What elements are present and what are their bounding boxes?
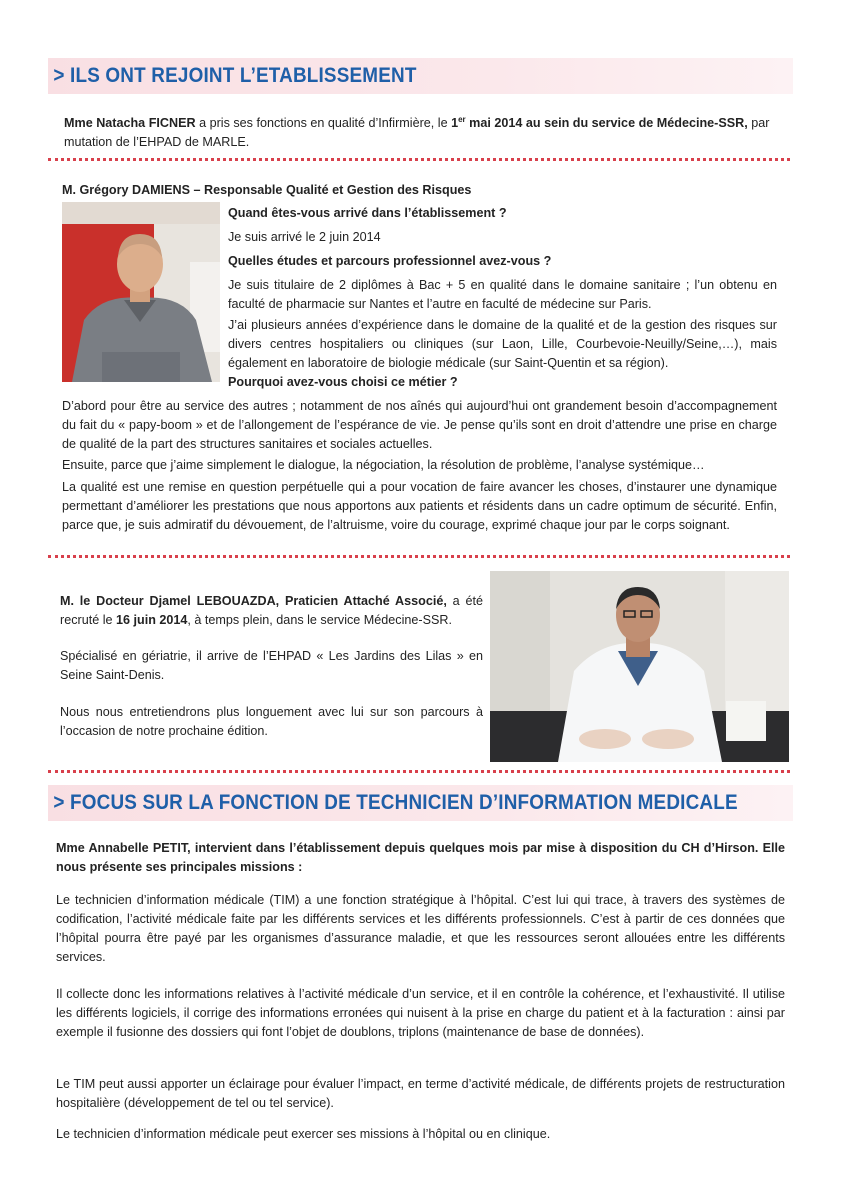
damiens-answer-3: J’ai plusieurs années d’expérience dans le domaine de la qualité et de la gestion des risques sur divers centres hospitaliers ou cliniques (sur Laon, Lille, Courbevoie-Neuilly/Seine,…), mais également en laboratoire de biologie médicale (sur Saint-Quentin et sa région). [228, 318, 777, 370]
tim-paragraph-4: Le technicien d’information médicale peut exercer ses missions à l’hôpital ou en clinique. [56, 1127, 551, 1141]
damiens-question-2: Quelles études et parcours professionnel avez-vous ? [228, 254, 552, 268]
tim-paragraph-3: Le TIM peut aussi apporter un éclairage pour évaluer l’impact, en terme d’activité médicale, de différents projets de restructuration hospitalière (développement de tel ou tel service). [56, 1077, 785, 1110]
portrait-photo-icon [62, 202, 220, 382]
section-header-focus-tim [48, 785, 793, 821]
dotted-separator [48, 158, 790, 161]
petit-intro: Mme Annabelle PETIT, intervient dans l’établissement depuis quelques mois par mise à disposition du CH d’Hirson. Elle nous présente ses principales missions : [56, 841, 785, 874]
section-title: > ILS ONT REJOINT L’ETABLISSEMENT [53, 64, 417, 87]
dotted-separator [48, 555, 790, 558]
damiens-photo [62, 202, 220, 382]
dotted-separator [48, 770, 790, 773]
ficner-paragraph: Mme Natacha FICNER a pris ses fonctions en qualité d’Infirmière, le 1er mai 2014 au sein du service de Médecine-SSR, par mutation de l’EHPAD de MARLE. [64, 114, 770, 149]
damiens-question-1: Quand êtes-vous arrivé dans l’établissement ? [228, 206, 507, 220]
lebouazda-photo [490, 571, 789, 762]
damiens-answer-1: Je suis arrivé le 2 juin 2014 [228, 230, 381, 244]
damiens-question-3: Pourquoi avez-vous choisi ce métier ? [228, 375, 458, 389]
damiens-answer-4: D’abord pour être au service des autres ; notamment de nos aînés qui aujourd’hui ont grandement besoin d’accompagnement du fait du « papy-boom » et de l’allongement de l’espérance de vie. Je pense qu’ils sont en droit d’attendre une prise en charge de qualité de la part des structures sanitaires et sociales actuelles. [62, 399, 777, 451]
damiens-answer-5: Ensuite, parce que j’aime simplement le dialogue, la négociation, la résolution de problème, l’analyse systémique… [62, 458, 705, 472]
damiens-heading: M. Grégory DAMIENS – Responsable Qualité et Gestion des Risques [62, 183, 472, 197]
damiens-answer-2: Je suis titulaire de 2 diplômes à Bac + 5 en qualité dans le domaine sanitaire ; l’un obtenu en faculté de pharmacie sur Nantes et l’autre en faculté de médecine sur Paris. [228, 278, 777, 311]
portrait-photo-icon [490, 571, 789, 762]
damiens-answer-6: La qualité est une remise en question perpétuelle qui a pour vocation de faire avancer les choses, d’instaurer une dynamique permettant d’améliorer les prestations que nous apportons aux patients et résidents dans un cadre optimum de sécurité. Enfin, parce que, je suis admiratif du dévouement, de l’altruisme, voire du courage, exprimé chaque jour par le corps soignant. [62, 480, 777, 532]
section-header-ils-ont-rejoint [48, 58, 793, 94]
lebouazda-paragraph-1: M. le Docteur Djamel LEBOUAZDA, Praticien Attaché Associé, a été recruté le 16 juin 2014, à temps plein, dans le service Médecine-SSR. [60, 594, 483, 627]
section-title: > FOCUS SUR LA FONCTION DE TECHNICIEN D’INFORMATION MEDICALE [53, 791, 738, 814]
lebouazda-paragraph-2: Spécialisé en gériatrie, il arrive de l’EHPAD « Les Jardins des Lilas » en Seine Saint-Denis. [60, 649, 483, 682]
tim-paragraph-2: Il collecte donc les informations relatives à l’activité médicale d’un service, et il en contrôle la cohérence, et l’exhaustivité. Il utilise les différents logiciels, il corrige des informations erronées qui nuisent à la prise en charge du patient et à la facturation : ainsi par exemple il fusionne des dossiers qui font l’objet de doublons, triplons (maintenance de base de données). [56, 987, 785, 1039]
tim-paragraph-1: Le technicien d’information médicale (TIM) a une fonction stratégique à l’hôpital. C’est lui qui trace, à travers des systèmes de codification, l’activité médicale faite par les différents services et les différents professionnels. C’est à partir de ces données que l’hôpital pourra être payé par les organismes d’assurance maladie, et que les ressources seront allouées entre les différents services. [56, 893, 785, 964]
lebouazda-paragraph-3: Nous nous entretiendrons plus longuement avec lui sur son parcours à l’occasion de notre prochaine édition. [60, 705, 483, 738]
